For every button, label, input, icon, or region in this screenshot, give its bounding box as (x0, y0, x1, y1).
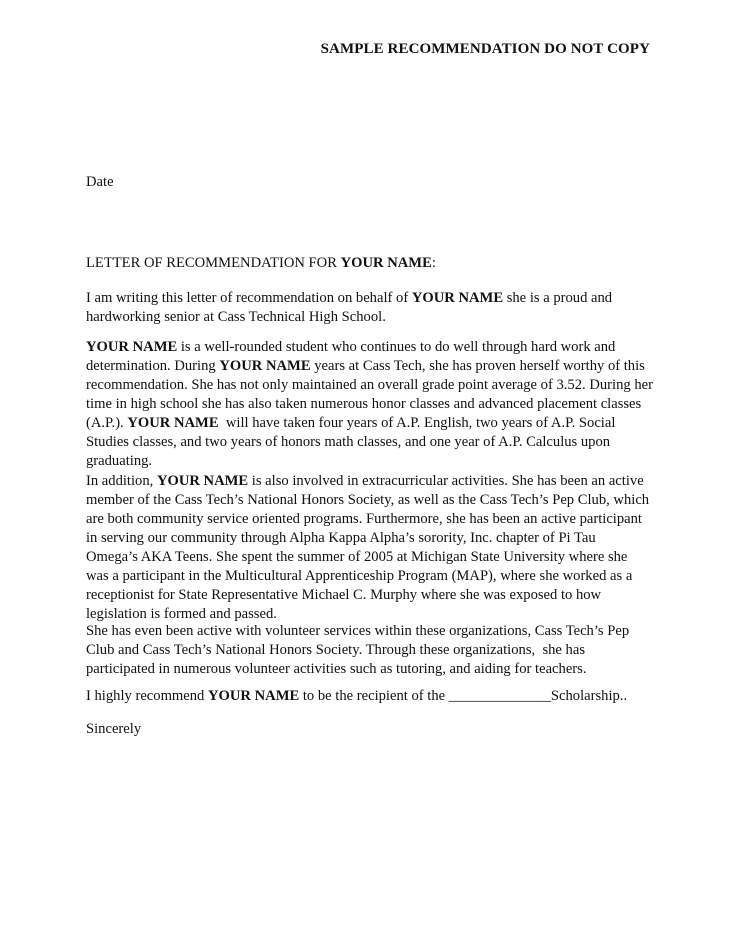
text-line: time in high school she has also taken numerous honor classes and advanced placement classes (86, 396, 642, 412)
text-line: in serving our community through Alpha Kappa Alpha’s sorority, Inc. chapter of Pi Tau (86, 530, 596, 546)
text-line: recommendation. She has not only maintained an overall grade point average of 3.52. During her (86, 377, 653, 393)
text-line: was a participant in the Multicultural Apprenticeship Program (MAP), where she worked as a (86, 568, 633, 584)
text-fragment: she is a proud and (503, 290, 613, 306)
text-line: receptionist for State Representative Michael C. Murphy where she was exposed to how (86, 587, 602, 603)
text-fragment: determination. During (86, 358, 220, 374)
text-line: member of the Cass Tech’s National Honors Society, as well as the Cass Tech’s Pep Club, which (86, 492, 650, 508)
text-fragment: will have taken four years of A.P. English, two years of A.P. Social (218, 415, 616, 431)
text-fragment: is also involved in extracurricular activities. She has been an active (248, 473, 644, 489)
text-line: are both community service oriented programs. Furthermore, she has been an active participant (86, 511, 642, 527)
heading-suffix: : (431, 255, 436, 271)
student-name: YOUR NAME (127, 415, 219, 431)
paragraph-extracurricular (86, 472, 652, 624)
text-line: Omega’s AKA Teens. She spent the summer of 2005 at Michigan State University where she (86, 549, 628, 565)
text-fragment: is a well-rounded student who continues to do well through hard work and (177, 339, 616, 355)
heading-name: YOUR NAME (340, 255, 432, 271)
student-name: YOUR NAME (411, 290, 504, 306)
paragraph-academics (86, 338, 652, 471)
text-line: participated in numerous volunteer activities such as tutoring, and aiding for teachers. (86, 661, 587, 677)
text-fragment: (A.P.). (86, 415, 128, 431)
heading-prefix: LETTER OF RECOMMENDATION FOR (86, 255, 341, 271)
text-line: legislation is formed and passed. (86, 606, 277, 622)
text-line: graduating. (86, 453, 153, 469)
text-line: Studies classes, and two years of honors math classes, and one year of A.P. Calculus upon (86, 434, 611, 450)
text-line: She has even been active with volunteer services within these organizations, Cass Tech’s Pep (86, 623, 630, 639)
student-name: YOUR NAME (219, 358, 311, 374)
text-fragment: I highly recommend (86, 688, 208, 704)
letter-heading (86, 254, 652, 273)
text-fragment: to be the recipient of the ______________Scholarship.. (299, 688, 628, 704)
text-fragment: years at Cass Tech, she has proven herself worthy of this (310, 358, 645, 374)
sample-watermark-header: SAMPLE RECOMMENDATION DO NOT COPY (320, 41, 650, 57)
paragraph-recommendation (86, 687, 652, 706)
student-name: YOUR NAME (156, 473, 249, 489)
date-line: Date (86, 174, 114, 190)
paragraph-intro (86, 289, 652, 327)
student-name: YOUR NAME (86, 339, 178, 355)
closing-salutation: Sincerely (86, 721, 142, 737)
text-fragment: I am writing this letter of recommendation on behalf of (86, 290, 412, 306)
text-line: Club and Cass Tech’s National Honors Society. Through these organizations, she has (86, 642, 586, 658)
text-line: hardworking senior at Cass Technical High School. (86, 309, 386, 325)
text-fragment: In addition, (86, 473, 157, 489)
student-name: YOUR NAME (208, 688, 300, 704)
paragraph-volunteer (86, 622, 652, 679)
